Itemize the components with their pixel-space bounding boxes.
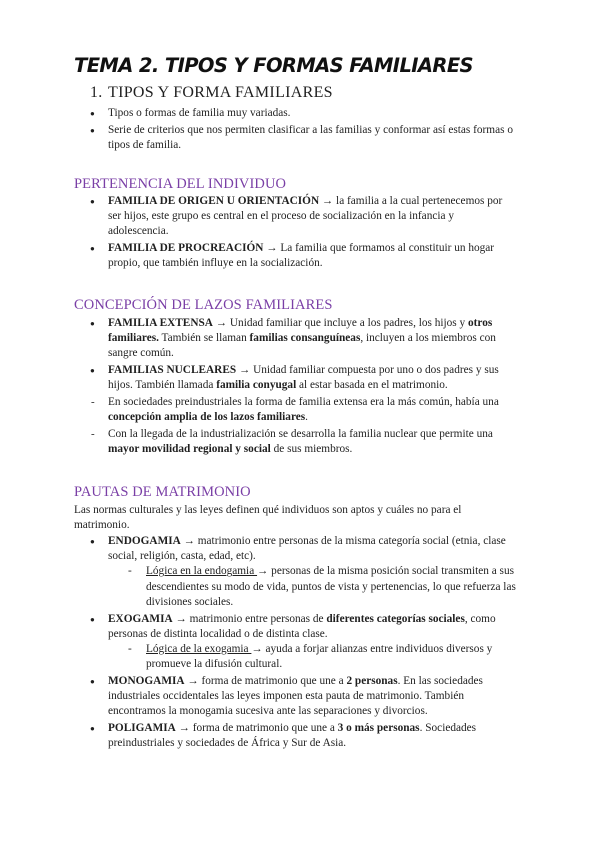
paragraph-text: . xyxy=(305,411,308,424)
list-item xyxy=(90,612,520,673)
definition-text: → matrimonio entre personas de xyxy=(172,612,327,625)
definition-text: , incluyen a los miembros con sangre común. xyxy=(108,332,496,360)
term-exogamia: EXOGAMIA xyxy=(108,612,173,625)
emphasis-text: concepción amplia de los lazos familiares xyxy=(108,411,306,424)
term-endogamia: ENDOGAMIA xyxy=(108,535,181,547)
definition-text: . En las sociedades industriales occidentales las leyes imponen esta pauta de matrimonio. También encontramos la monogamia sucesiva ante las separaciones y divorcios. xyxy=(108,674,483,718)
definition-text: → La familia que formamos al constituir un hogar propio, que también influye en la socialización. xyxy=(108,242,495,270)
list-item xyxy=(90,721,520,751)
underlined-term: Lógica en la endogamia xyxy=(146,565,258,578)
list-item xyxy=(128,642,520,672)
endogamia-sublist xyxy=(128,564,520,610)
emphasis-text: familias consanguíneas xyxy=(249,332,361,345)
list-item xyxy=(90,194,510,240)
term-familias-nucleares: FAMILIAS NUCLEARES xyxy=(108,364,237,377)
list-item xyxy=(90,674,520,720)
term-familia-procreacion: FAMILIA DE PROCREACIÓN xyxy=(108,242,264,255)
definition-text: → Unidad familiar que incluye a los padres, los hijos y xyxy=(212,317,469,329)
list-item xyxy=(90,363,522,393)
definition-text: → la familia a la cual pertenecemos por ser hijos, este grupo es central en el proceso de socialización en la infancia y adolescencia. xyxy=(108,195,503,238)
emphasis-text: 2 personas xyxy=(346,674,398,687)
section-number: 1. xyxy=(90,84,103,101)
definition-text: → forma de matrimonio que une a xyxy=(184,674,347,687)
pautas-intro: Las normas culturales y las leyes definen qué individuos son aptos y cuáles no para el matrimonio. xyxy=(74,504,462,532)
subheading-pautas: PAUTAS DE MATRIMONIO xyxy=(74,484,251,500)
paragraph-text: En sociedades preindustriales la forma de familia extensa era la más común, había una xyxy=(108,396,499,409)
subheading-concepcion: CONCEPCIÓN DE LAZOS FAMILIARES xyxy=(74,297,333,313)
section-heading-text: TIPOS Y FORMA FAMILIARES xyxy=(108,84,333,101)
pautas-list xyxy=(90,534,520,751)
exogamia-sublist xyxy=(128,642,520,672)
list-item xyxy=(128,564,520,610)
section-heading-tipos xyxy=(90,84,333,102)
emphasis-text: mayor movilidad regional y social xyxy=(108,443,271,456)
paragraph-text: de sus miembros. xyxy=(270,443,353,456)
emphasis-text: 3 o más personas xyxy=(337,721,420,734)
page-title: TEMA 2. TIPOS Y FORMAS FAMILIARES xyxy=(74,54,473,77)
definition-text: → ayuda a forjar alianzas entre individuos diversos y promueve la difusión cultural. xyxy=(146,642,493,671)
pertenencia-list-block xyxy=(90,194,510,273)
definition-text: . Sociedades preindustriales y sociedades de África y Sur de Asia. xyxy=(108,721,477,750)
term-poligamia: POLIGAMIA xyxy=(108,721,176,734)
paragraph-text: Con la llegada de la industrialización se desarrolla la familia nuclear que permite una xyxy=(108,427,493,440)
subheading-pertenencia: PERTENENCIA DEL INDIVIDUO xyxy=(74,176,287,192)
definition-text: También se llaman xyxy=(158,332,250,345)
definition-text: → Unidad familiar compuesta por uno o dos padres y sus hijos. También llamada xyxy=(108,364,499,392)
list-item xyxy=(90,241,510,271)
definition-text: → matrimonio entre personas de la misma categoría social (etnia, clase social, religión, casta, edad, etc). xyxy=(108,535,506,563)
list-item xyxy=(90,427,522,457)
concepcion-list xyxy=(90,316,522,394)
emphasis-text: familia conyugal xyxy=(216,379,297,392)
concepcion-dash-list xyxy=(90,395,522,457)
list-item: ● Serie de criterios que nos permiten clasificar a las familias y conformar así estas formas o tipos de familia. xyxy=(90,123,520,153)
pertenencia-list xyxy=(90,194,510,272)
term-familia-origen: FAMILIA DE ORIGEN U ORIENTACIÓN xyxy=(108,195,320,207)
emphasis-text: otros familiares. xyxy=(108,317,493,345)
definition-text: → forma de matrimonio que une a xyxy=(175,721,338,734)
underlined-term: Lógica de la exogamia xyxy=(146,642,252,655)
emphasis-text: diferentes categorías sociales xyxy=(326,612,465,625)
tipos-list xyxy=(90,106,520,153)
definition-text: al estar basada en el matrimonio. xyxy=(296,379,448,392)
list-item xyxy=(90,395,522,425)
term-monogamia: MONOGAMIA xyxy=(108,674,185,687)
list-item: ● Tipos o formas de familia muy variadas. xyxy=(90,106,520,121)
tipos-list-block xyxy=(90,106,520,155)
pautas-list-block xyxy=(90,534,520,753)
definition-text: , como personas de distinta localidad o de distinta clase. xyxy=(108,612,496,640)
list-item xyxy=(90,534,520,610)
term-familia-extensa: FAMILIA EXTENSA xyxy=(108,317,213,329)
definition-text: → personas de la misma posición social transmiten a sus descendientes su modo de vida, puntos de vista y pertenencias, lo que refuerza las divisiones sociales. xyxy=(146,565,516,608)
concepcion-list-block xyxy=(90,316,522,459)
list-item xyxy=(90,316,522,362)
